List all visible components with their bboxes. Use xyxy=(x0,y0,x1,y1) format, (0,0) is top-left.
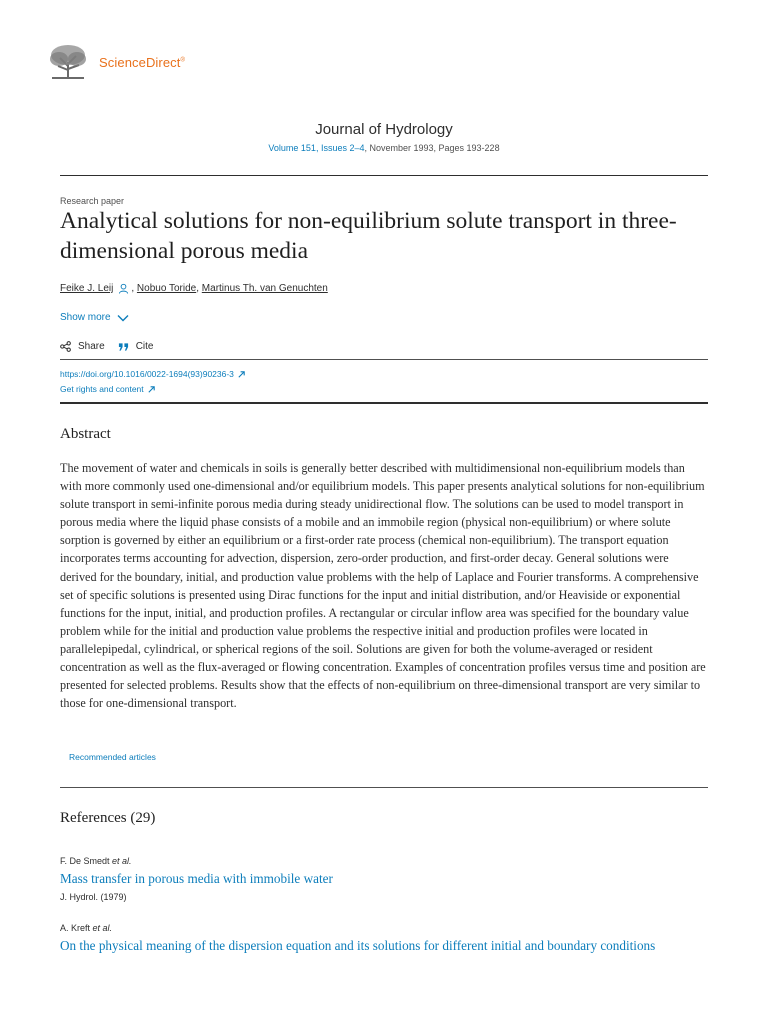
quote-icon xyxy=(118,342,129,352)
share-icon xyxy=(60,341,71,352)
cite-button[interactable] xyxy=(118,341,154,352)
external-link-icon xyxy=(237,370,246,379)
article-title: Analytical solutions for non-equilibrium solute transport in three-dimensional porous media xyxy=(60,208,677,264)
show-more-button[interactable] xyxy=(60,312,129,323)
journal-meta xyxy=(0,143,768,153)
reference-item xyxy=(60,856,708,902)
person-icon[interactable] xyxy=(118,283,129,294)
cite-label: Cite xyxy=(135,341,154,352)
share-button[interactable] xyxy=(60,341,105,352)
reference-authors: F. De Smedt et al. xyxy=(60,856,132,866)
journal-title-link[interactable]: Journal of Hydrology xyxy=(315,121,453,138)
sciencedirect-logo[interactable] xyxy=(48,44,185,80)
author-list: Feike J. Leij , Nobuo Toride , Martinus Th. van Genuchten xyxy=(60,283,328,294)
author-link[interactable]: Nobuo Toride xyxy=(136,283,197,294)
abstract-heading: Abstract xyxy=(60,426,111,442)
abstract-text: The movement of water and chemicals in soils is generally better described with multidimensional non-equilibrium models than with more commonly used one-dimensional and/or equilibrium models. This paper presents analytical solutions for non-equilibrium solute transport in semi-infinite porous media during steady unidirectional flow. The solutions can be used to model transport in porous media where the liquid phase consists of a mobile and an immobile region (physical non-equilibrium) or where solute sorption is governed by either an equilibrium or a first-order rate process (chemical non-equilibrium). The transport equation incorporates terms accounting for advection, dispersion, zero-order production, and first-order decay. General solutions were derived for the boundary, initial, and production value problems with the help of Laplace and Fourier transforms. A comprehensive set of specific solutions is presented using Dirac functions for the input and initial distribution, and/or Heaviside or exponential functions for the input, initial, and production profiles. A rectangular or circular inflow area was specified for the boundary value problem while for the initial and production value problems the respective initial and production profiles were located in parallelepipedal, cylindrical, or spherical regions of the soil. Solutions are given for both the volume-averaged or resident concentration as well as the flux-averaged or flowing concentration. Examples of concentration profiles versus time and position are presented for selected problems. Results show that the effects of non-equilibrium on three-dimensional transport are very similar to those for one-dimensional transport. xyxy=(60,461,706,711)
journal-date-pages: , November 1993, Pages 193-228 xyxy=(364,143,500,153)
show-more-label: Show more xyxy=(60,312,111,323)
divider xyxy=(60,402,708,404)
reference-authors: A. Kreft et al. xyxy=(60,923,113,933)
author-link[interactable]: Martinus Th. van Genuchten xyxy=(201,283,328,294)
doi-text: https://doi.org/10.1016/0022-1694(93)90236-3 xyxy=(60,369,234,379)
journal-header xyxy=(0,121,768,153)
reference-item xyxy=(60,923,708,956)
reference-title-link[interactable]: On the physical meaning of the dispersion equation and its solutions for different initial and boundary conditions xyxy=(60,938,656,953)
share-label: Share xyxy=(78,341,105,352)
doi-link[interactable] xyxy=(60,369,246,379)
article-actions xyxy=(60,341,166,352)
reference-source: J. Hydrol. (1979) xyxy=(60,892,127,902)
divider xyxy=(60,787,708,788)
sciencedirect-wordmark: ScienceDirect® xyxy=(99,54,186,70)
rights-link[interactable] xyxy=(60,384,156,394)
reference-title-link[interactable]: Mass transfer in porous media with immobile water xyxy=(60,871,333,886)
rights-text: Get rights and content xyxy=(60,384,144,394)
divider xyxy=(60,359,708,360)
author-link[interactable]: Feike J. Leij xyxy=(60,283,114,294)
article-type: Research paper xyxy=(60,196,125,206)
divider xyxy=(60,175,708,176)
references-heading: References (29) xyxy=(60,810,156,826)
recommended-articles-link[interactable]: Recommended articles xyxy=(69,752,156,762)
chevron-down-icon xyxy=(117,314,129,322)
elsevier-tree-icon xyxy=(48,44,88,80)
volume-issue-link[interactable]: Volume 151, Issues 2–4 xyxy=(268,143,365,153)
external-link-icon xyxy=(147,385,156,394)
